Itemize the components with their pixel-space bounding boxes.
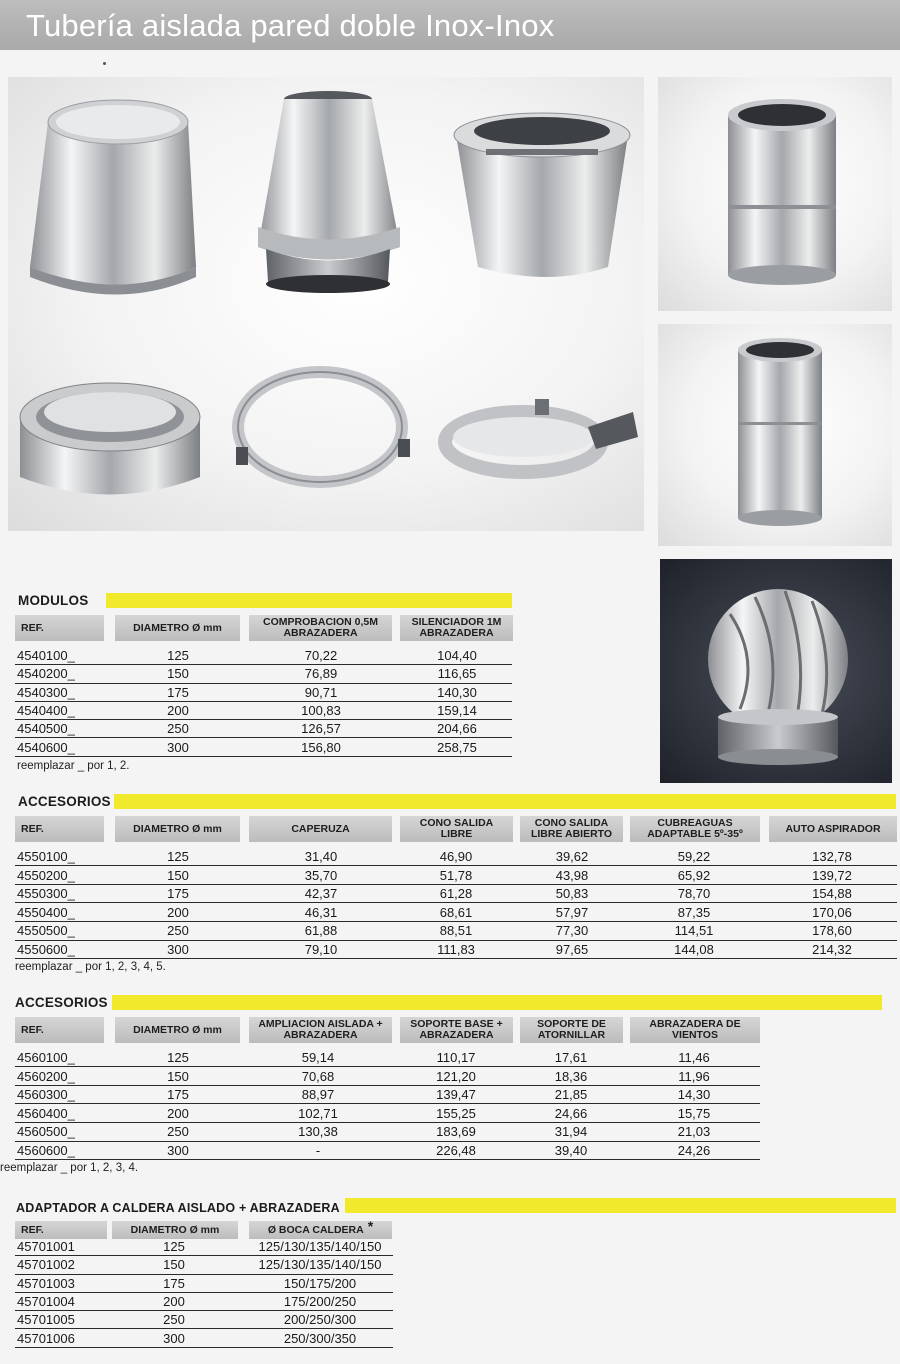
accesorios1-cell-col3: 61,28	[439, 886, 473, 902]
accesorios1-header-diametro: DIAMETRO Ø mm	[115, 816, 240, 842]
accesorios2-cell-col3: 226,48	[436, 1143, 476, 1158]
modulos-cell-col3: 258,75	[437, 739, 477, 755]
accesorios2-note: reemplazar _ por 1, 2, 3, 4.	[0, 1162, 139, 1174]
product-photo-rotating-cowl	[660, 559, 892, 783]
modulos-cell-col3: 140,30	[437, 684, 477, 700]
adaptador-table-row	[15, 1275, 393, 1293]
accesorios2-table-row	[15, 1068, 760, 1086]
accesorios1-note: reemplazar _ por 1, 2, 3, 4, 5.	[15, 961, 166, 973]
base-flange-icon	[454, 113, 630, 277]
modulos-header-comprobacion: COMPROBACION 0,5M ABRAZADERA	[249, 615, 392, 641]
accesorios1-cell-col2: 35,70	[304, 867, 338, 883]
accesorios2-header-diametro: DIAMETRO Ø mm	[115, 1017, 240, 1043]
accesorios1-table-row	[15, 885, 897, 903]
accesorios2-cell-col1: 250	[167, 1124, 189, 1140]
accesorios1-cell-col3: 68,61	[439, 904, 473, 920]
modulos-table-row	[15, 647, 512, 665]
accesorios1-table-row	[15, 904, 897, 922]
accesorios1-cell-col5: 59,22	[677, 849, 711, 864]
accesorios2-header-abrazadera-vientos: ABRAZADERA DE VIENTOS	[630, 1017, 760, 1043]
cone-adapter-icon	[258, 91, 400, 293]
accesorios2-cell-col0: 4560100_	[17, 1050, 75, 1065]
modulos-note: reemplazar _ por 1, 2.	[17, 760, 130, 772]
modulos-title: MODULOS	[18, 593, 89, 608]
adaptador-header-asterisk: *	[367, 1217, 374, 1234]
accesorios2-title: ACCESORIOS	[15, 995, 108, 1010]
accesorios2-cell-col2: 102,71	[298, 1105, 338, 1121]
modulos-cell-col0: 4540300_	[17, 684, 75, 700]
accesorios2-header-ref: REF.	[15, 1017, 104, 1043]
accesorios2-table-row	[15, 1105, 760, 1123]
accesorios1-cell-col2: 31,40	[304, 849, 338, 864]
accesorios1-cell-col1: 250	[167, 923, 189, 939]
accesorios2-cell-col1: 150	[167, 1068, 189, 1084]
modulos-cell-col2: 100,83	[301, 702, 341, 718]
ring-adapter-icon	[20, 383, 200, 495]
accesorios1-cell-col3: 88,51	[439, 923, 473, 939]
accesorios1-cell-col6: 139,72	[812, 867, 852, 883]
accesorios1-cell-col4: 57,97	[555, 904, 589, 920]
modulos-cell-col2: 70,22	[304, 648, 338, 663]
strap-clamp-icon	[236, 372, 410, 482]
modulos-cell-col3: 204,66	[437, 721, 477, 737]
accesorios1-cell-col6: 170,06	[812, 904, 852, 920]
modulos-cell-col0: 4540600_	[17, 739, 75, 755]
adaptador-cell-col1: 150	[163, 1257, 185, 1273]
accesorios1-cell-col5: 65,92	[677, 867, 711, 883]
accesorios1-cell-col2: 42,37	[304, 886, 338, 902]
adaptador-table-row	[15, 1293, 393, 1311]
accesorios2-cell-col4: 24,66	[554, 1105, 588, 1121]
cone-cap-icon	[30, 100, 196, 295]
adaptador-cell-col0: 45701003	[17, 1275, 75, 1291]
accesorios2-cell-col3: 139,47	[436, 1087, 476, 1103]
accesorios2-cell-col5: 11,96	[678, 1068, 710, 1084]
accesorios2-cell-col1: 125	[167, 1050, 189, 1065]
accesorios1-cell-col0: 4550600_	[17, 942, 75, 957]
adaptador-cell-col0: 45701002	[17, 1257, 75, 1273]
accesorios1-cell-col5: 114,51	[674, 923, 714, 939]
accesorios1-table-row	[15, 867, 897, 885]
accesorios1-cell-col6: 214,32	[812, 942, 852, 957]
product-photo-main	[8, 77, 644, 531]
adaptador-cell-col2: 125/130/135/140/150	[258, 1239, 382, 1254]
accesorios2-cell-col3: 121,20	[436, 1068, 476, 1084]
accesorios1-header-auto-aspirador: AUTO ASPIRADOR	[769, 816, 897, 842]
modulos-cell-col0: 4540200_	[17, 666, 75, 682]
adaptador-table-row	[15, 1311, 393, 1329]
accesorios1-header-cono-libre: CONO SALIDA LIBRE	[400, 816, 513, 842]
accesorios2-cell-col1: 300	[167, 1143, 189, 1158]
accesorios1-cell-col4: 43,98	[555, 867, 589, 883]
pipe-short-icon	[658, 77, 892, 311]
page-header	[0, 0, 900, 50]
accesorios1-cell-col0: 4550300_	[17, 886, 75, 902]
accesorios2-cell-col3: 183,69	[436, 1124, 476, 1140]
modulos-table-row	[15, 739, 512, 757]
accesorios2-header-soporte-base: SOPORTE BASE + ABRAZADERA	[400, 1017, 513, 1043]
accesorios2-cell-col0: 4560500_	[17, 1124, 75, 1140]
adaptador-header-diametro: DIAMETRO Ø mm	[112, 1221, 238, 1239]
accesorios2-cell-col0: 4560400_	[17, 1105, 75, 1121]
accesorios2-cell-col4: 21,85	[554, 1087, 588, 1103]
modulos-cell-col0: 4540400_	[17, 702, 75, 718]
adaptador-cell-col2: 200/250/300	[283, 1312, 357, 1328]
accesorios1-cell-col1: 200	[167, 904, 189, 920]
accesorios2-cell-col3: 155,25	[436, 1105, 476, 1121]
modulos-table-row	[15, 684, 512, 702]
adaptador-header-boca-label: Ø BOCA CALDERA	[267, 1223, 364, 1236]
adaptador-cell-col2: 125/130/135/140/150	[258, 1257, 382, 1273]
modulos-cell-col2: 126,57	[301, 721, 341, 737]
accesorios1-cell-col5: 144,08	[674, 942, 714, 957]
modulos-cell-col1: 150	[167, 666, 189, 682]
accesorios1-header-cono-abierto: CONO SALIDA LIBRE ABIERTO	[520, 816, 623, 842]
adaptador-cell-col1: 250	[163, 1312, 185, 1328]
accesorios1-cell-col0: 4550400_	[17, 904, 75, 920]
modulos-table-row	[15, 702, 512, 720]
accesorios1-cell-col0: 4550500_	[17, 923, 75, 939]
decorative-dot	[103, 62, 106, 65]
modulos-cell-col3: 116,65	[437, 666, 477, 682]
adaptador-accent-bar	[345, 1198, 896, 1213]
modulos-cell-col1: 300	[167, 739, 189, 755]
accesorios2-cell-col4: 18,36	[554, 1068, 588, 1084]
adaptador-cell-col2: 175/200/250	[283, 1293, 357, 1309]
accesorios2-cell-col1: 175	[167, 1087, 189, 1103]
accesorios1-header-ref: REF.	[15, 816, 104, 842]
pipe-long-icon	[658, 324, 892, 546]
accesorios1-cell-col2: 46,31	[304, 904, 338, 920]
modulos-cell-col0: 4540500_	[17, 721, 75, 737]
accesorios1-accent-bar	[114, 794, 896, 809]
product-photo-pipe-short	[658, 77, 892, 311]
adaptador-cell-col0: 45701001	[17, 1239, 75, 1254]
accesorios2-header-ampliacion: AMPLIACION AISLADA + ABRAZADERA	[249, 1017, 392, 1043]
wall-bracket-icon	[445, 399, 638, 472]
accesorios2-cell-col5: 14,30	[677, 1087, 711, 1103]
adaptador-title: ADAPTADOR A CALDERA AISLADO + ABRAZADERA	[16, 1201, 340, 1215]
adaptador-cell-col0: 45701005	[17, 1312, 75, 1328]
adaptador-cell-col1: 300	[163, 1330, 185, 1346]
adaptador-header-boca	[249, 1217, 392, 1239]
adaptador-cell-col0: 45701004	[17, 1293, 75, 1309]
adaptador-cell-col2: 250/300/350	[283, 1330, 357, 1346]
accesorios2-cell-col4: 31,94	[554, 1124, 588, 1140]
accesorios2-cell-col3: 110,17	[436, 1050, 476, 1065]
modulos-cell-col1: 250	[167, 721, 189, 737]
accesorios2-cell-col5: 21,03	[677, 1124, 711, 1140]
accesorios1-title: ACCESORIOS	[18, 794, 111, 809]
modulos-cell-col0: 4540100_	[17, 648, 75, 663]
adaptador-cell-col1: 200	[163, 1293, 185, 1309]
accesorios2-cell-col0: 4560300_	[17, 1087, 75, 1103]
adaptador-cell-col2: 150/175/200	[283, 1275, 357, 1291]
accesorios2-cell-col2: 70,68	[301, 1068, 335, 1084]
accesorios1-cell-col4: 97,65	[555, 942, 589, 957]
modulos-header-silenciador: SILENCIADOR 1M ABRAZADERA	[400, 615, 513, 641]
accesorios2-cell-col0: 4560200_	[17, 1068, 75, 1084]
modulos-header-ref: REF.	[15, 615, 104, 641]
accesorios2-cell-col4: 39,40	[554, 1143, 588, 1158]
adaptador-cell-col0: 45701006	[17, 1330, 75, 1346]
accesorios2-cell-col2: 88,97	[301, 1087, 335, 1103]
accesorios1-cell-col5: 87,35	[677, 904, 711, 920]
accesorios2-table-row	[15, 1049, 760, 1067]
accesorios1-cell-col1: 300	[167, 942, 189, 957]
product-photo-pipe-long	[658, 324, 892, 546]
accesorios1-cell-col3: 46,90	[439, 849, 473, 864]
accesorios1-cell-col6: 178,60	[812, 923, 852, 939]
modulos-table-row	[15, 665, 512, 683]
modulos-cell-col1: 200	[167, 702, 189, 718]
accesorios1-cell-col3: 111,83	[437, 942, 475, 957]
accesorios1-cell-col4: 50,83	[555, 886, 589, 902]
accesorios1-cell-col5: 78,70	[677, 886, 711, 902]
modulos-cell-col1: 125	[167, 648, 189, 663]
accesorios2-header-soporte-atornillar: SOPORTE DE ATORNILLAR	[520, 1017, 623, 1043]
adaptador-table-row	[15, 1238, 393, 1256]
modulos-cell-col3: 104,40	[437, 648, 477, 663]
rotating-cowl-icon	[660, 559, 892, 783]
accesorios1-cell-col4: 77,30	[555, 923, 589, 939]
accesorios1-cell-col6: 132,78	[812, 849, 852, 864]
accesorios2-cell-col2: 130,38	[298, 1124, 338, 1140]
accesorios2-cell-col5: 24,26	[677, 1143, 711, 1158]
accesorios1-cell-col1: 125	[167, 849, 189, 864]
accesorios1-header-caperuza: CAPERUZA	[249, 816, 392, 842]
accesorios1-table-row	[15, 848, 897, 866]
adaptador-table-row	[15, 1330, 393, 1348]
accesorios1-cell-col3: 51,78	[439, 867, 473, 883]
modulos-accent-bar	[106, 593, 512, 608]
accesorios2-cell-col5: 15,75	[677, 1105, 711, 1121]
adaptador-table-row	[15, 1256, 393, 1274]
modulos-header-diametro: DIAMETRO Ø mm	[115, 615, 240, 641]
page-title: Tubería aislada pared doble Inox-Inox	[26, 8, 555, 43]
accesorios2-cell-col2: -	[315, 1143, 321, 1158]
modulos-table-row	[15, 720, 512, 738]
accesorios2-accent-bar	[112, 995, 882, 1010]
accesorios1-cell-col2: 79,10	[304, 942, 338, 957]
adaptador-cell-col1: 175	[163, 1275, 185, 1291]
adaptador-cell-col1: 125	[163, 1239, 185, 1254]
modulos-cell-col2: 90,71	[304, 684, 338, 700]
accesorios2-cell-col0: 4560600_	[17, 1143, 75, 1158]
accesorios1-table-row	[15, 941, 897, 959]
accesorios1-table-row	[15, 922, 897, 940]
accesorios2-table-row	[15, 1086, 760, 1104]
accesorios1-cell-col4: 39,62	[555, 849, 589, 864]
modulos-cell-col3: 159,14	[437, 702, 477, 718]
accesorios2-cell-col4: 17,61	[554, 1050, 588, 1065]
adaptador-header-ref: REF.	[15, 1221, 107, 1239]
accesorios1-cell-col6: 154,88	[812, 886, 852, 902]
accesorios2-cell-col5: 11,46	[678, 1050, 710, 1065]
accesorios1-cell-col0: 4550100_	[17, 849, 75, 864]
accesorios1-cell-col1: 175	[167, 886, 189, 902]
modulos-cell-col2: 76,89	[304, 666, 338, 682]
modulos-cell-col2: 156,80	[301, 739, 341, 755]
accesorios1-cell-col1: 150	[167, 867, 189, 883]
accesorios2-table-row	[15, 1123, 760, 1141]
accesorios2-table-row	[15, 1142, 760, 1160]
accesorios1-cell-col0: 4550200_	[17, 867, 75, 883]
accesorios1-cell-col2: 61,88	[304, 923, 338, 939]
modulos-cell-col1: 175	[167, 684, 189, 700]
accesorios2-cell-col1: 200	[167, 1105, 189, 1121]
accesorios1-header-cubreaguas: CUBREAGUAS ADAPTABLE 5º-35º	[630, 816, 760, 842]
accesorios2-cell-col2: 59,14	[301, 1050, 335, 1065]
